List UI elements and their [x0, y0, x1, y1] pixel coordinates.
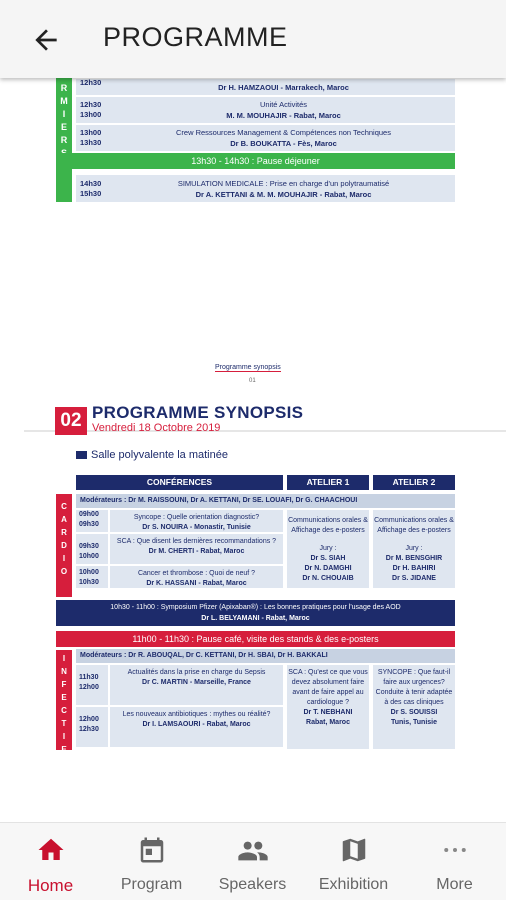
- lunch-break-bar: 13h30 - 14h30 : Pause déjeuner: [56, 153, 455, 169]
- home-icon: [36, 835, 66, 865]
- nav-exhibition[interactable]: [303, 823, 404, 901]
- arrow-back-icon[interactable]: [30, 24, 62, 56]
- side-category-label: R M I E R: [56, 78, 72, 176]
- session-cell: SCA : Que disent les dernières recommandations ? Dr M. CHERTI - Rabat, Maroc: [110, 534, 283, 564]
- nav-speakers-label: Speakers: [218, 876, 287, 893]
- session-row: [76, 96, 455, 123]
- session-row: [76, 124, 455, 151]
- session-time: 14h30 15h30: [80, 179, 102, 198]
- nav-home-label: Home: [27, 876, 74, 895]
- map-icon: [339, 835, 369, 865]
- side-category-cardio: C A R D I O: [56, 494, 72, 597]
- session-speaker: Dr B. BOUKATTA - Fès, Maroc: [230, 139, 337, 148]
- header-atelier-1: ATELIER 1: [287, 475, 369, 490]
- session-title: Crew Ressources Management & Compétences non Techniques: [176, 128, 391, 137]
- nav-exhibition-label: Exhibition: [318, 876, 389, 893]
- atelier-1-cell: SCA : Qu'est ce que vous devez absolument faire avant de faire appel au cardiologue ? Dr T. NEBHANI Rabat, Maroc: [287, 665, 369, 749]
- coffee-break-bar: 11h00 - 11h30 : Pause café, visite des stands & des e-posters: [56, 631, 455, 647]
- header-atelier-2: ATELIER 2: [373, 475, 455, 490]
- session-row: [76, 174, 455, 202]
- moderators-row: Modérateurs : Dr M. RAISSOUNI, Dr A. KETTANI, Dr SE. LOUAFI, Dr G. CHAACHOUI: [76, 494, 455, 508]
- symposium-bar: 10h30 - 11h00 : Symposium Pfizer (Apixaban®) : Les bonnes pratiques pour l'usage des AOD Dr L. BELYAMANI - Rabat, Maroc: [56, 600, 455, 626]
- atelier-2-cell: SYNCOPE : Que faut-il faire aux urgences? Conduite à tenir adaptée à des cas cliniques Dr S. SOUISSI Tunis, Tunisie: [373, 665, 455, 749]
- session-title: Unité Activités: [259, 100, 308, 109]
- people-icon: [237, 835, 269, 867]
- session-cell: Actualités dans la prise en charge du Sepsis Dr C. MARTIN - Marseille, France: [110, 665, 283, 705]
- section-number: 02: [55, 407, 87, 435]
- room-label: Salle polyvalente la matinée: [76, 449, 228, 461]
- session-time: 13h00 13h30: [80, 128, 102, 147]
- session-cell: Les nouveaux antibiotiques : mythes ou réalité? Dr I. LAMSAOURI - Rabat, Maroc: [110, 707, 283, 747]
- section-date: Vendredi 18 Octobre 2019: [92, 422, 221, 434]
- atelier-2-cell: Communications orales & Affichage des e-posters Jury : Dr M. BENSGHIR Dr H. BAHIRI Dr S. JIDANE: [373, 510, 455, 588]
- nav-program[interactable]: [101, 823, 202, 901]
- session-cell: Cancer et thrombose : Quoi de neuf ? Dr K. HASSANI - Rabat, Maroc: [110, 566, 283, 588]
- page-title: PROGRAMME: [103, 22, 288, 52]
- side-category-infectio: I N F E C T I E: [56, 650, 72, 750]
- nav-more[interactable]: [404, 823, 505, 901]
- session-time: 12h30 13h00: [80, 100, 102, 119]
- bottom-navigation: [0, 822, 506, 900]
- footer-link[interactable]: Programme synopsis: [215, 364, 281, 371]
- session-speaker: Dr A. KETTANI & M. M. MOUHAJIR - Rabat, Maroc: [195, 190, 372, 199]
- session-time: 10h00 10h30: [76, 566, 108, 588]
- session-speaker: M. M. MOUHAJIR - Rabat, Maroc: [226, 111, 341, 120]
- pdf-viewer[interactable]: [0, 78, 506, 822]
- session-cell: Syncope : Quelle orientation diagnostic? Dr S. NOUIRA - Monastir, Tunisie: [110, 510, 283, 532]
- session-time: 12h00 12h30: [76, 707, 108, 747]
- more-dots-icon: [440, 835, 470, 865]
- nav-more-label: More: [436, 876, 473, 893]
- session-time: 11h30 12h00: [76, 665, 108, 705]
- nav-speakers[interactable]: [202, 823, 303, 901]
- atelier-1-cell: Communications orales & Affichage des e-posters Jury : Dr S. SIAH Dr N. DAMGHI Dr N. CHOUAIB: [287, 510, 369, 588]
- session-time: 09h00 09h30: [76, 510, 108, 532]
- section-title: PROGRAMME SYNOPSIS: [92, 403, 304, 422]
- session-speaker: Dr H. HAMZAOUI - Marrakech, Maroc: [218, 83, 349, 92]
- app-bar: [0, 0, 506, 78]
- side-category-block: [56, 174, 72, 202]
- nav-home[interactable]: [0, 823, 101, 901]
- session-time: 12h30: [80, 78, 102, 87]
- session-row: [76, 78, 455, 95]
- session-title: SIMULATION MEDICALE : Prise en charge d'un polytraumatisé: [177, 179, 390, 188]
- nav-program-label: Program: [120, 876, 183, 893]
- header-conferences: CONFÉRENCES: [76, 475, 283, 490]
- calendar-icon: [137, 835, 167, 865]
- page-number: 01: [249, 378, 256, 384]
- moderators-row: Modérateurs : Dr R. ABOUQAL, Dr C. KETTANI, Dr H. SBAI, Dr H. BAKKALI: [76, 649, 455, 663]
- session-time: 09h30 10h00: [76, 534, 108, 564]
